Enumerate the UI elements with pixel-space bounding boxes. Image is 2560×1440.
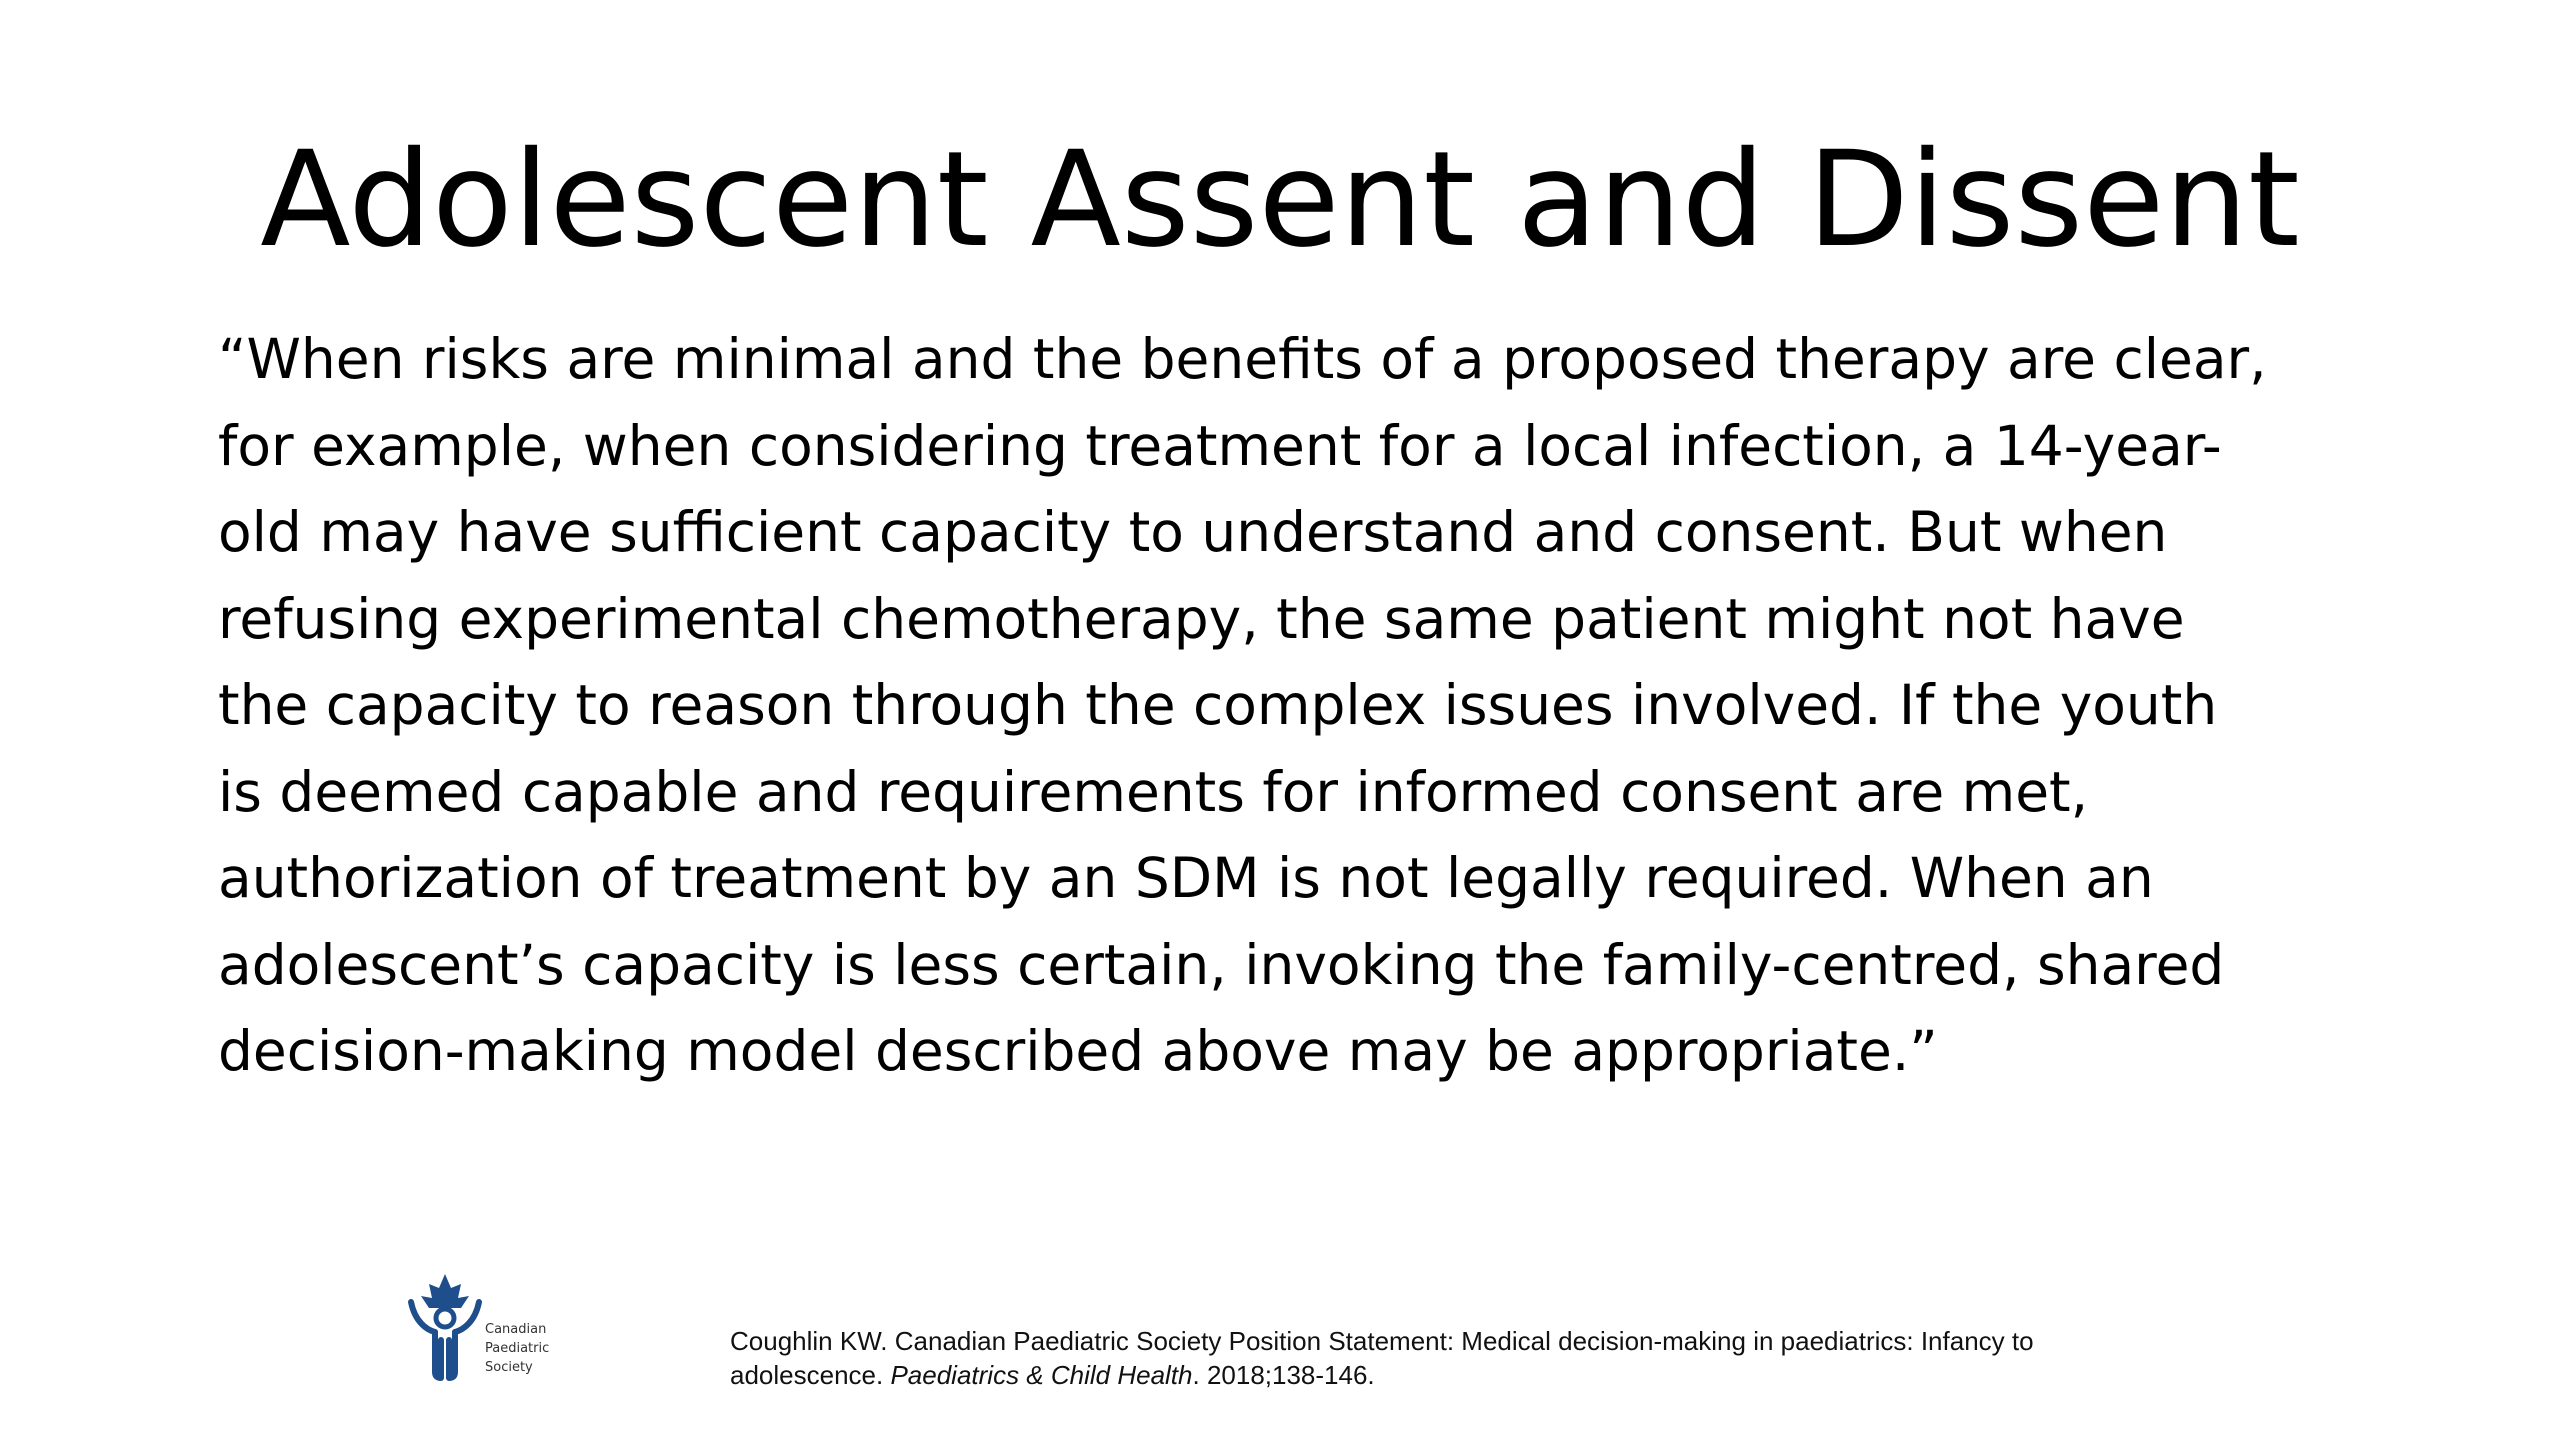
quote-line: authorization of treatment by an SDM is not legally required. When an [218, 846, 2154, 910]
quote-line: adolescent’s capacity is less certain, invoking the family-centred, shared [218, 932, 2225, 997]
logo-text-line: Canadian [485, 1322, 547, 1337]
quote-block [218, 316, 2408, 1095]
journal-name: Paediatrics & Child Health [890, 1360, 1193, 1390]
quote-line: for example, when considering treatment for a local infection, a 14-year- [218, 413, 2222, 478]
canadian-paediatric-society-logo-icon [405, 1272, 485, 1382]
quote-line: “When risks are minimal and the benefits of a proposed therapy are clear, [218, 327, 2267, 391]
cps-logo [405, 1272, 595, 1382]
logo-text-line: Paediatric [485, 1341, 550, 1356]
quote-line: old may have sufficient capacity to understand and consent. But when [218, 500, 2168, 564]
citation-text: adolescence. [730, 1360, 891, 1390]
quote-line: decision-making model described above may be appropriate.” [218, 1019, 1938, 1083]
logo-text-line: Society [485, 1360, 533, 1375]
quote-line: is deemed capable and requirements for informed consent are met, [218, 759, 2089, 824]
quote-line: the capacity to reason through the complex issues involved. If the youth [218, 673, 2218, 737]
citation-line-2 [730, 1358, 2430, 1392]
slide-title: Adolescent Assent and Dissent [260, 123, 2300, 277]
citation-line-1: Coughlin KW. Canadian Paediatric Society Position Statement: Medical decision-making in paediatrics: Infancy to [730, 1326, 2034, 1356]
quote-line: refusing experimental chemotherapy, the same patient might not have [218, 586, 2185, 651]
citation-text: . 2018;138-146. [1192, 1360, 1375, 1390]
logo-wordmark [485, 1320, 549, 1377]
citation [730, 1324, 2430, 1392]
